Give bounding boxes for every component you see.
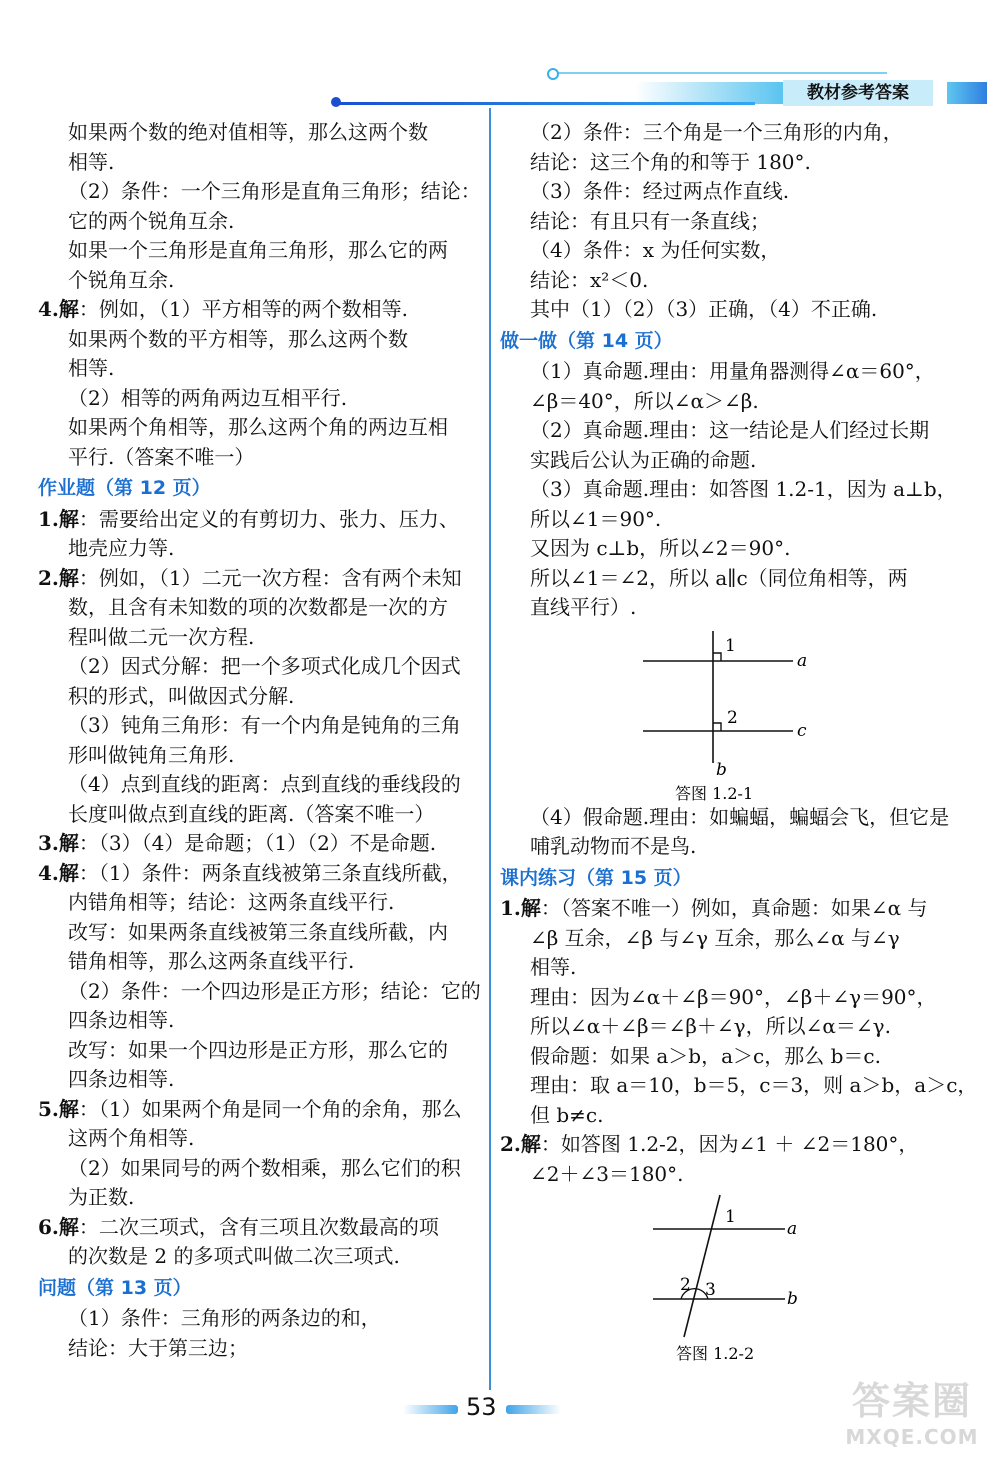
transversal <box>684 1195 720 1337</box>
figure-caption: 答图 1.2-2 <box>676 1344 755 1363</box>
exercise-2 <box>500 1130 950 1160</box>
footer-decoration-right <box>506 1405 561 1414</box>
text-line: 的次数是 2 的多项式叫做二次三项式. <box>68 1244 400 1268</box>
text-line: 形叫做钝角三角形. <box>68 742 235 767</box>
watermark-url: MXQE.COM <box>845 1425 979 1449</box>
angle-label-3: 3 <box>705 1280 716 1300</box>
figure-1-2-1-diagram <box>500 623 950 803</box>
answer-2 <box>38 564 483 594</box>
header-tab <box>947 82 987 104</box>
text-line: （2）因式分解：把一个多项式化成几个因式 <box>68 654 461 678</box>
text-line: （4）假命题.理由：如蝙蝠，蝙蝠会飞，但它是 <box>530 804 950 829</box>
section-heading-exercise: 课内练习（第 15 页） <box>500 866 692 889</box>
text-line: 结论：大于第三边； <box>68 1335 248 1360</box>
text-line: 直线平行）. <box>530 595 637 619</box>
angle-label-1: 1 <box>725 635 736 656</box>
text-line: 长度叫做点到直线的距离.（答案不唯一） <box>68 801 435 826</box>
text-line: 改写：如果两条直线被第三条直线所截，内 <box>68 919 448 944</box>
answer-5 <box>38 1095 483 1125</box>
text-line: （4）条件：x 为任何实数， <box>530 238 781 262</box>
line-label-b: b <box>716 759 727 780</box>
text-line: ：（1）条件：两条直线被第三条直线所截， <box>78 860 462 885</box>
footer-decoration-left <box>403 1405 458 1414</box>
answer-number: 6.解 <box>38 1214 79 1239</box>
text-line: ：例如，（1）二元一次方程：含有两个未知 <box>78 565 462 590</box>
text-line: 实践后公认为正确的命题. <box>530 447 757 472</box>
angle-label-2: 2 <box>680 1275 691 1295</box>
text-line: ：（1）如果两个角是同一个角的余角，那么 <box>78 1096 462 1121</box>
text-line: 积的形式，叫做因式分解. <box>68 683 295 708</box>
text-line: 理由：因为∠α＋∠β＝90°，∠β＋∠γ＝90°， <box>530 984 937 1009</box>
line-label-a: a <box>797 650 808 671</box>
text-line: 又因为 c⊥b，所以∠2＝90°. <box>530 536 791 560</box>
answer-4 <box>38 295 483 325</box>
text-line: 其中（1）（2）（3）正确，（4）不正确. <box>530 297 878 321</box>
exercise-1 <box>500 894 950 924</box>
text-line: 地壳应力等. <box>68 536 175 560</box>
text-line: （2）真命题.理由：这一结论是人们经过长期 <box>530 418 930 442</box>
text-line: 四条边相等. <box>68 1067 175 1091</box>
left-column <box>38 118 483 1363</box>
right-column <box>500 118 978 1364</box>
text-line: （4）点到直线的距离：点到直线的垂线段的 <box>68 772 461 796</box>
text-line: ∠β＝40°，所以∠α＞∠β. <box>530 388 759 413</box>
text-line: 程叫做二元一次方程. <box>68 624 255 649</box>
header-label: 教材参考答案 <box>783 80 933 106</box>
header-thin-line <box>557 72 887 74</box>
text-line: 改写：如果一个四边形是正方形，那么它的 <box>68 1037 448 1062</box>
text-line: 相等. <box>530 955 577 979</box>
text-line: 但 b≠c. <box>530 1102 604 1127</box>
text-line: 相等. <box>68 149 115 174</box>
text-line: （2）如果同号的两个数相乘，那么它们的积 <box>68 1155 461 1180</box>
text-line: ∠2＋∠3＝180°. <box>530 1161 684 1186</box>
text-line: （3）真命题.理由：如答图 1.2-1，因为 a⊥b， <box>530 477 957 501</box>
text-line: 数，且含有未知数的项的次数都是一次的方 <box>68 595 448 619</box>
text-line: 错角相等，那么这两条直线平行. <box>68 949 355 973</box>
text-line: （2）条件：一个三角形是直角三角形；结论： <box>68 179 481 203</box>
answer-number: 1.解 <box>38 506 79 531</box>
text-line: 如果一个三角形是直角三角形，那么它的两 <box>68 238 448 262</box>
text-line: ：（3）（4）是命题；（1）（2）不是命题. <box>78 831 437 855</box>
right-angle-mark-1 <box>713 653 721 661</box>
section-heading-problem: 问题（第 13 页） <box>38 1276 192 1299</box>
answer-number: 2.解 <box>500 1132 541 1156</box>
watermark-logo-text: 答案圈 <box>851 1379 972 1423</box>
text-line: 这两个角相等. <box>68 1126 195 1150</box>
text-line: 假命题：如果 a＞b，a＞c，那么 b＝c. <box>530 1043 881 1068</box>
answer-4b <box>38 859 483 889</box>
text-line: 所以∠1＝90°. <box>530 506 662 531</box>
text-line: 它的两个锐角互余. <box>68 208 235 233</box>
angle-label-2: 2 <box>727 707 738 728</box>
text-line: （3）钝角三角形：有一个内角是钝角的三角 <box>68 713 461 737</box>
page-number: 53 <box>466 1393 497 1421</box>
column-divider <box>489 108 491 1390</box>
text-line: （1）真命题.理由：用量角器测得∠α＝60°， <box>530 359 935 383</box>
page-header <box>335 80 1000 110</box>
text-line: 所以∠1＝∠2，所以 a∥c（同位角相等，两 <box>530 565 908 590</box>
text-line: 内错角相等；结论：这两条直线平行. <box>68 890 395 914</box>
text-line: （2）相等的两角两边互相平行. <box>68 385 348 410</box>
text-line: 所以∠α＋∠β＝∠β＋∠γ，所以∠α＝∠γ. <box>530 1014 891 1038</box>
angle-label-1: 1 <box>725 1207 736 1227</box>
answer-number: 5.解 <box>38 1096 79 1121</box>
header-gradient <box>635 82 785 104</box>
section-heading-homework: 作业题（第 12 页） <box>38 477 211 499</box>
text-line: 哺乳动物而不是鸟. <box>530 834 697 858</box>
text-line: ∠β 互余，∠β 与∠γ 互余，那么∠α 与∠γ <box>530 925 900 950</box>
text-line: ：需要给出定义的有剪切力、张力、压力、 <box>78 506 459 531</box>
line-label-a: a <box>787 1219 798 1239</box>
text-line: ：例如，（1）平方相等的两个数相等. <box>78 297 408 321</box>
watermark <box>832 1378 992 1458</box>
text-line: 理由：取 a＝10，b＝5，c＝3，则 a＞b，a＞c， <box>530 1073 978 1097</box>
line-label-c: c <box>797 720 807 741</box>
answer-1 <box>38 505 483 535</box>
text-line: 平行.（答案不唯一） <box>68 444 255 469</box>
header-rule <box>335 102 755 105</box>
answer-number: 2.解 <box>38 565 79 590</box>
header-dot <box>331 97 341 107</box>
text-line: 如果两个数的平方相等，那么这两个数 <box>68 326 408 351</box>
text-line: 为正数. <box>68 1185 135 1209</box>
answer-6 <box>38 1213 483 1243</box>
right-angle-mark-2 <box>713 723 721 731</box>
text-line: （3）条件：经过两点作直线. <box>530 179 790 203</box>
answer-number: 4.解 <box>38 297 79 321</box>
figure-1-2-1 <box>500 623 950 803</box>
text-line: 结论：x²＜0. <box>530 267 649 292</box>
answer-number: 4.解 <box>38 860 79 885</box>
figure-caption: 答图 1.2-1 <box>675 783 754 803</box>
figure-1-2-2-diagram <box>500 1189 950 1364</box>
text-line: 如果两个数的绝对值相等，那么这两个数 <box>68 120 428 144</box>
text-line: 相等. <box>68 356 115 380</box>
answer-number: 3.解 <box>38 831 79 855</box>
text-line: 如果两个角相等，那么这两个角的两边互相 <box>68 415 448 439</box>
text-line: 四条边相等. <box>68 1008 175 1032</box>
text-line: 结论：有且只有一条直线； <box>530 208 770 233</box>
text-line: 结论：这三个角的和等于 180°. <box>530 149 811 174</box>
answer-3 <box>38 829 483 859</box>
line-label-b: b <box>787 1289 798 1309</box>
text-line: ：二次三项式，含有三项且次数最高的项 <box>78 1214 439 1239</box>
text-line: ：如答图 1.2-2，因为∠1 ＋ ∠2＝180°， <box>540 1132 919 1156</box>
section-heading-try: 做一做（第 14 页） <box>500 329 673 352</box>
text-line: ：（答案不唯一）例如，真命题：如果∠α 与 <box>540 896 928 920</box>
figure-1-2-2 <box>500 1189 950 1364</box>
text-line: 个锐角互余. <box>68 267 175 292</box>
answer-number: 1.解 <box>500 896 541 920</box>
text-line: （1）条件：三角形的两条边的和， <box>68 1306 381 1330</box>
text-line: （2）条件：一个四边形是正方形；结论：它的 <box>68 978 481 1003</box>
header-ring-dot <box>547 68 559 80</box>
text-line: （2）条件：三个角是一个三角形的内角， <box>530 120 903 144</box>
